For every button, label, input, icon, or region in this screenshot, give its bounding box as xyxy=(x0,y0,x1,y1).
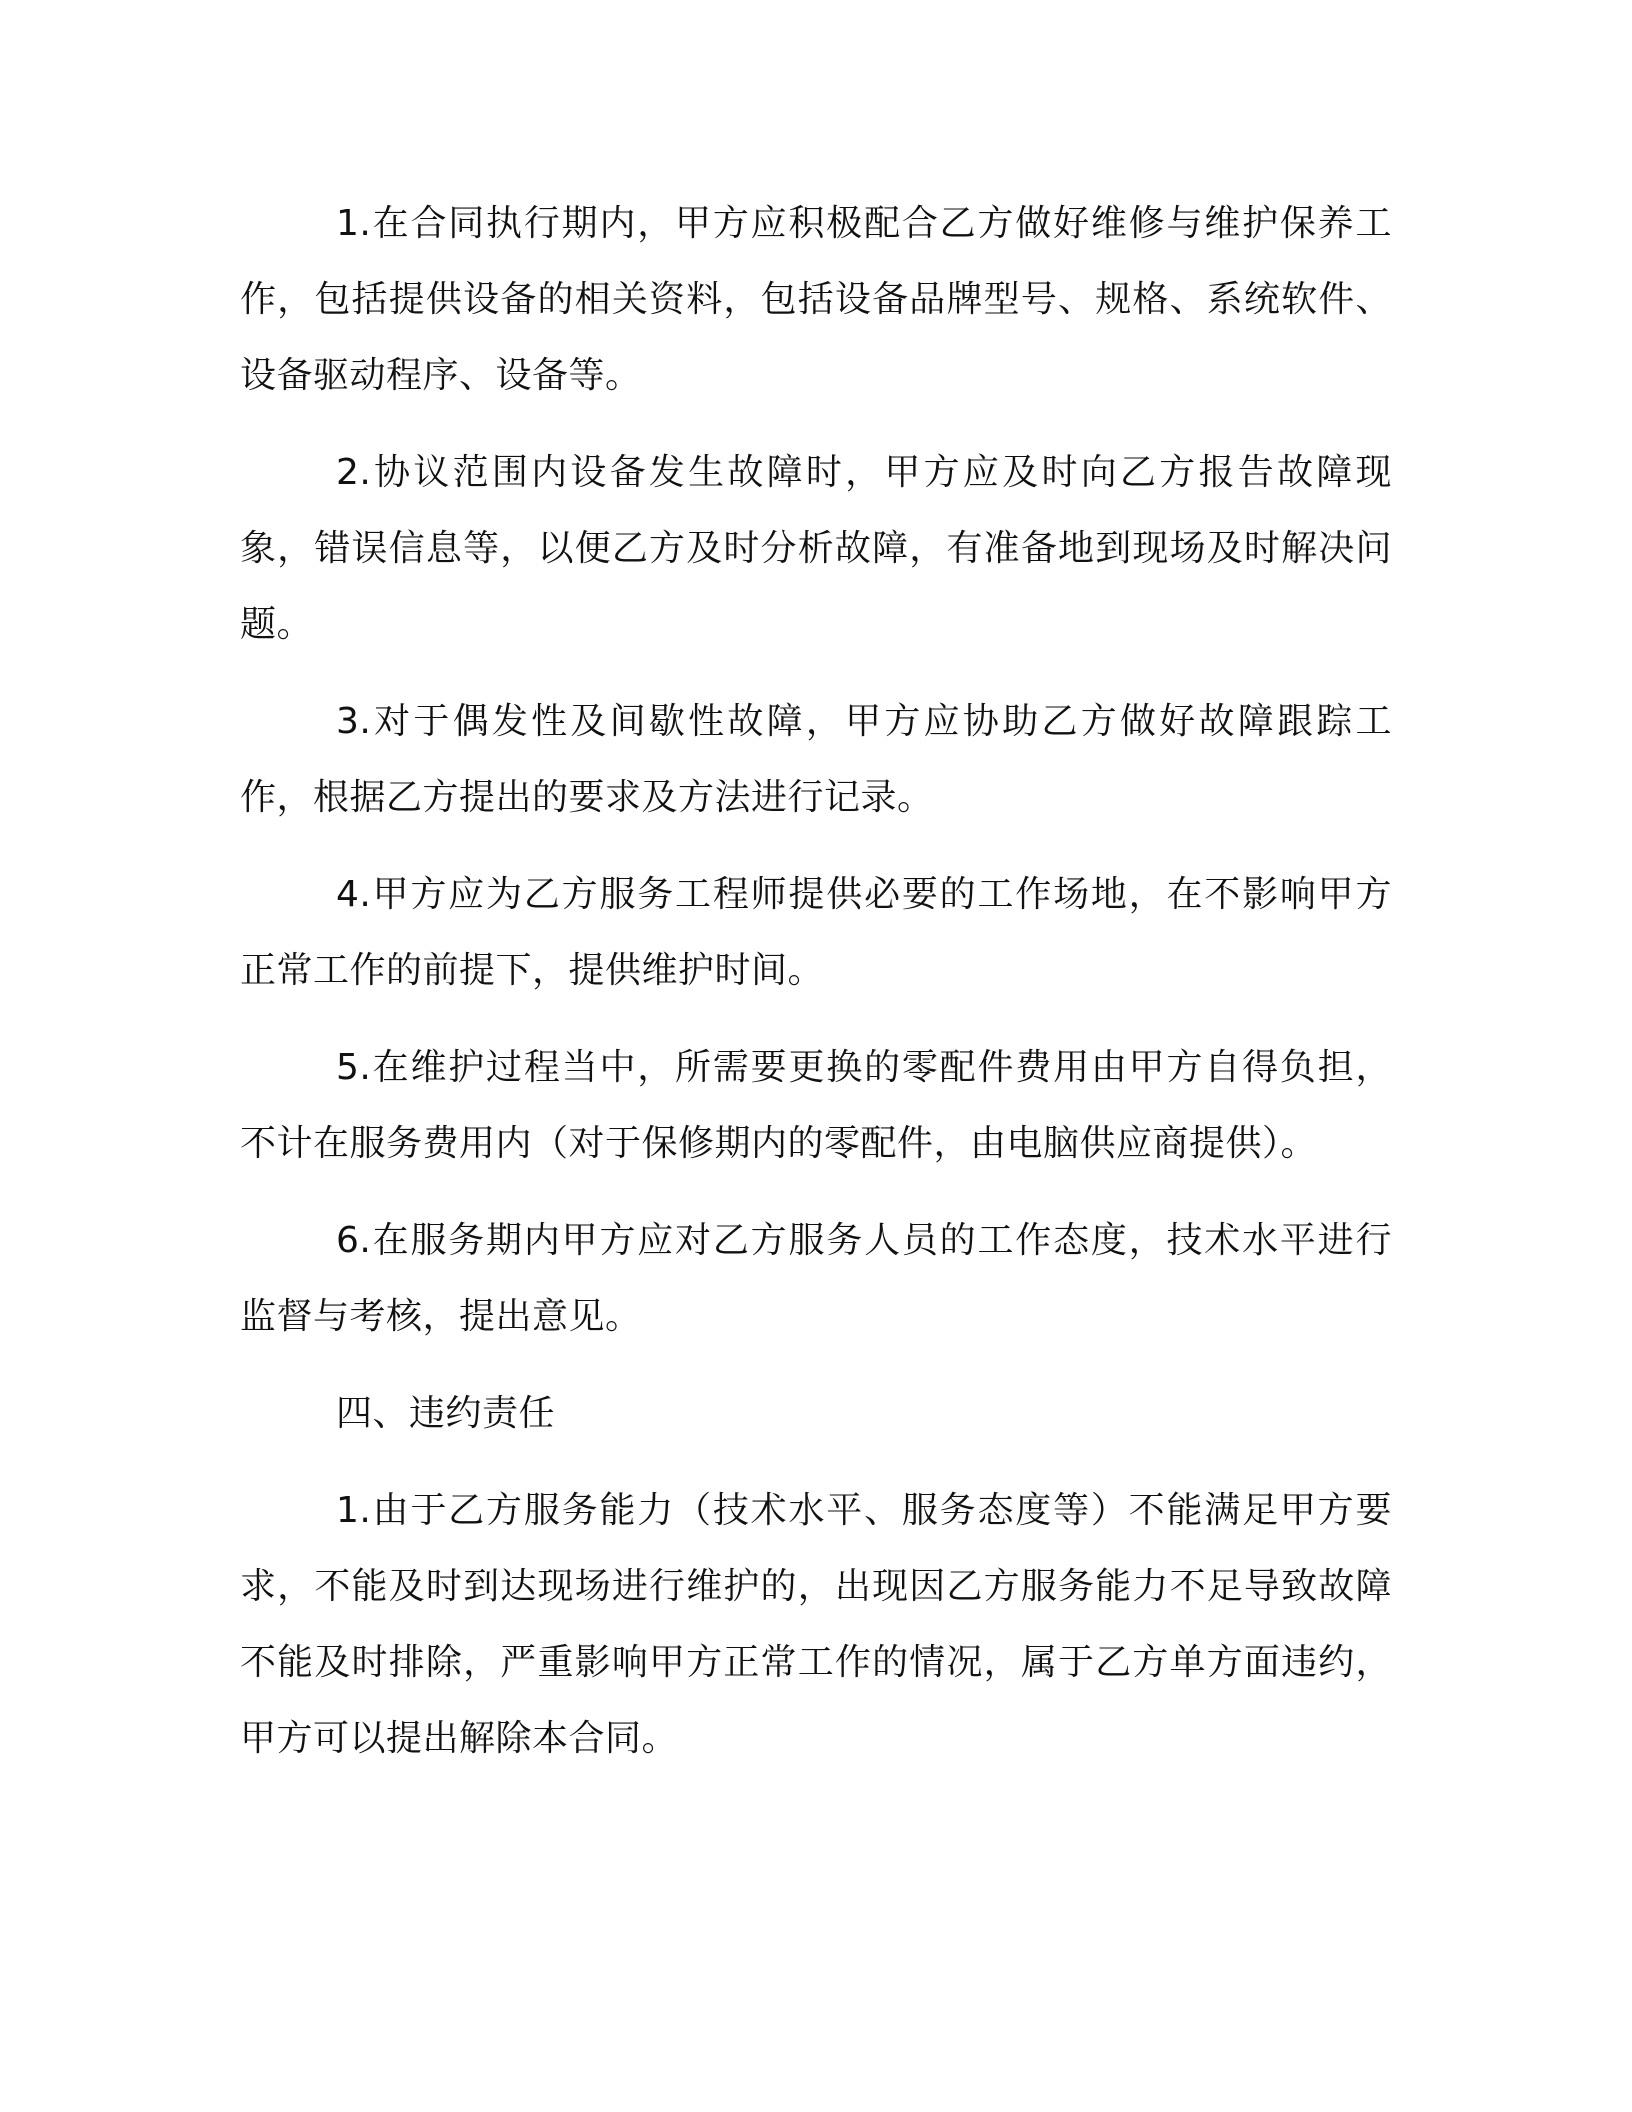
paragraph-2: 2.协议范围内设备发生故障时，甲方应及时向乙方报告故障现象，错误信息等，以便乙方及时分析故障，有准备地到现场及时解决问题。 xyxy=(240,452,1392,645)
document-body xyxy=(240,186,1392,1798)
section-heading: 四、违约责任 xyxy=(336,1393,556,1434)
paragraph-1: 1.在合同执行期内，甲方应积极配合乙方做好维修与维护保养工作，包括提供设备的相关资料，包括设备品牌型号、规格、系统软件、设备驱动程序、设备等。 xyxy=(240,203,1392,396)
paragraph-6: 6.在服务期内甲方应对乙方服务人员的工作态度，技术水平进行监督与考核，提出意见。 xyxy=(240,1220,1392,1337)
paragraph-4: 4.甲方应为乙方服务工程师提供必要的工作场地，在不影响甲方正常工作的前提下，提供维护时间。 xyxy=(240,874,1392,991)
section-paragraph-1: 1.由于乙方服务能力（技术水平、服务态度等）不能满足甲方要求，不能及时到达现场进行维护的，出现因乙方服务能力不足导致故障不能及时排除，严重影响甲方正常工作的情况，属于乙方单方面违约，甲方可以提出解除本合同。 xyxy=(240,1490,1392,1759)
paragraph-5: 5.在维护过程当中，所需要更换的零配件费用由甲方自得负担，不计在服务费用内（对于保修期内的零配件，由电脑供应商提供）。 xyxy=(240,1047,1392,1164)
paragraph-3: 3.对于偶发性及间歇性故障，甲方应协助乙方做好故障跟踪工作，根据乙方提出的要求及方法进行记录。 xyxy=(240,701,1392,818)
